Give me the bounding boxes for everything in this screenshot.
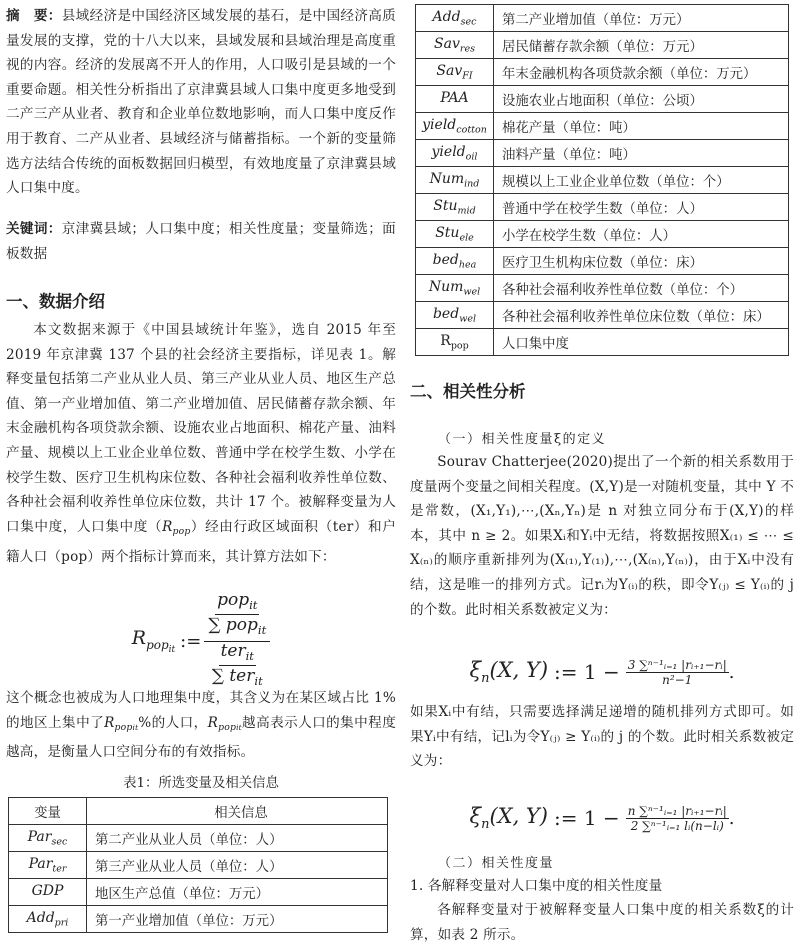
variable-info-cell: 设施农业占地面积（单位：公顷） xyxy=(494,86,789,113)
xi-fraction xyxy=(626,658,729,687)
xi-formula-no-ties xyxy=(410,644,794,700)
variable-info-cell: 第二产业从业人员（单位：人） xyxy=(87,825,388,852)
table-row xyxy=(416,86,789,113)
xi-lhs xyxy=(470,658,549,686)
variable-symbol: GDP xyxy=(31,882,64,899)
formula-pop-fraction xyxy=(206,591,268,640)
variable-cell xyxy=(416,59,494,86)
xi2-sub: n xyxy=(481,817,490,832)
pop-numerator xyxy=(215,591,259,615)
variable-subscript: ele xyxy=(459,232,474,244)
ter-den-index: it xyxy=(254,673,263,688)
xi2-fraction xyxy=(626,804,729,833)
pop-num-index: it xyxy=(249,598,258,613)
variable-cell xyxy=(416,5,494,32)
variable-subscript: res xyxy=(459,43,475,55)
xi-period: . xyxy=(728,661,735,683)
table1-caption: 表1：所选变量及相关信息 xyxy=(123,776,279,791)
variable-info-cell: 小学在校学生数（单位：人） xyxy=(494,221,789,248)
table-row xyxy=(416,32,789,59)
formula-assign: := xyxy=(180,630,202,652)
data-intro-paragraph xyxy=(6,318,396,569)
ter-num-index: it xyxy=(245,648,254,663)
table-row xyxy=(416,167,789,194)
abstract-text: 县域经济是中国经济区域发展的基石，是中国经济高质量发展的支撑，党的十八大以来，县域发展和县域治理是高度重视的内容。经济的发展离不开人的作用，人口吸引是县域的一个重要命题。相关性分析指出了京津冀县域人口集中度更多地受到二产三产从业者、教育和企业单位数地影响，而人口集中度反作用于教育、二产从业者、县域经济与储蓄指标。一个新的变量筛选方法结合传统的面板数据回归模型，有效地度量了京津冀县域人口集中度。 xyxy=(6,8,396,197)
rpop-it-inline-2 xyxy=(208,715,242,731)
variable-info-cell: 医疗卫生机构床位数（单位：床） xyxy=(494,248,789,275)
xi-sub: n xyxy=(481,671,490,686)
formula-lhs-sub xyxy=(146,638,176,655)
formula-ter-fraction xyxy=(210,642,265,691)
xi-denominator: n²−1 xyxy=(662,672,693,687)
table-row xyxy=(416,113,789,140)
rpop-sub: pop xyxy=(172,525,191,537)
rpop-it-base-1: R xyxy=(104,714,115,731)
xi2-rhs: := 1 − xyxy=(554,806,620,830)
variable-cell xyxy=(9,906,87,933)
variable-cell xyxy=(416,275,494,302)
table1-right-part xyxy=(415,4,789,356)
variable-info-cell: 规模以上工业企业单位数（单位：个） xyxy=(494,167,789,194)
variable-symbol: R xyxy=(440,332,451,349)
variable-cell xyxy=(9,825,87,852)
rpop-it-sub-text-2: pop xyxy=(218,721,237,733)
table2-intro-paragraph: 各解释变量对于被解释变量人口集中度的相关系数ξ的计算，如表 2 所示。 xyxy=(410,902,794,943)
variable-subscript: wel xyxy=(459,313,477,325)
rpop-formula xyxy=(6,590,396,688)
data-intro-text-end: ）经由行政区域面积（ter）和户籍人口（pop）两个指标计算而来，其计算方法如下： xyxy=(6,518,396,565)
concept-paragraph xyxy=(6,686,396,765)
variable-cell xyxy=(416,302,494,329)
variable-cell xyxy=(416,329,494,356)
table-row xyxy=(416,275,789,302)
xi-symbol: ξ xyxy=(469,658,482,682)
variable-subscript: oil xyxy=(465,151,478,163)
variable-subscript: hea xyxy=(458,259,477,271)
rpop-it-sub-text-1: pop xyxy=(114,721,133,733)
formula-main-numerator xyxy=(204,591,270,641)
pop-denominator xyxy=(206,615,268,640)
formula-lhs-subsub: it xyxy=(168,645,176,655)
header-info: 相关信息 xyxy=(87,798,388,825)
variable-symbol: PAA xyxy=(440,89,469,106)
xi-numerator: 3 ∑ⁿ⁻¹ᵢ₌₁ |rᵢ₊₁−rᵢ| xyxy=(627,657,727,672)
formula-main-denominator xyxy=(208,642,267,691)
variable-info-cell: 居民储蓄存款余额（单位：万元） xyxy=(494,32,789,59)
variable-subscript: FI xyxy=(462,70,473,82)
variable-info-cell: 各种社会福利收养性单位数（单位：个） xyxy=(494,275,789,302)
keywords-text: 京津冀县域；人口集中度；相关性度量；变量筛选；面板数据 xyxy=(6,221,396,262)
formula-lhs xyxy=(132,627,175,655)
rpop-it-base-2: R xyxy=(207,714,219,731)
table-row xyxy=(9,879,388,906)
variable-subscript: pop xyxy=(450,340,469,352)
concept-text-c: 越高表示人口的集中程度越高，是衡量人口空间分布的有效指标。 xyxy=(6,714,396,761)
variable-symbol: Stu xyxy=(433,197,458,214)
variable-symbol: yield xyxy=(422,116,457,133)
ter-den-text: ∑ ter xyxy=(211,665,255,686)
variable-subscript: wel xyxy=(463,286,481,298)
table-row xyxy=(9,906,388,933)
rpop-it-sub-1 xyxy=(115,722,139,733)
variable-symbol: Par xyxy=(28,855,53,872)
xi-args: (X, Y) xyxy=(489,658,549,682)
variable-symbol: Sav xyxy=(434,35,460,52)
xi-formula-ties xyxy=(410,790,794,846)
variable-subscript: cotton xyxy=(456,124,487,136)
variable-cell xyxy=(416,167,494,194)
rpop-it-index-1: it xyxy=(132,722,139,732)
data-intro-text: 本文数据来源于《中国县域统计年鉴》，选自 2015 年至 2019 年京津冀 137 个县的社会经济主要指标，详见表 1。解释变量包括第二产业从业人员、第三产业从业人员、地区生产总值、第一产业增加值、第二产业增加值、居民储蓄存款余额、年末金融机构各项贷款余额、设施农业占地面积、棉花产量、油料产量、规模以上工业企业单位数、普通中学在校学生数、小学在校学生数、医疗卫生机构床位数、各种社会福利收养性单位数、各种社会福利收养性单位床位数，共计 17 个。被解释变量为人口集中度，人口集中度（ xyxy=(6,322,396,535)
variable-info-cell: 第一产业增加值（单位：万元） xyxy=(87,906,388,933)
subsection-correlation-measure: （二）相关性度量 xyxy=(438,856,555,871)
xi2-symbol: ξ xyxy=(469,804,482,828)
section-title-correlation: 二、相关性分析 xyxy=(410,382,526,401)
variable-symbol: Num xyxy=(429,170,465,187)
table-row xyxy=(416,140,789,167)
variable-symbol: Stu xyxy=(435,224,460,241)
variable-info-cell: 第二产业增加值（单位：万元） xyxy=(494,5,789,32)
variable-info-cell: 油料产量（单位：吨） xyxy=(494,140,789,167)
section-title-data-intro: 一、数据介绍 xyxy=(6,292,105,311)
item-1-heading: 1. 各解释变量对人口集中度的相关性度量 xyxy=(410,878,663,894)
variable-subscript: pri xyxy=(54,917,69,929)
variable-info-cell: 人口集中度 xyxy=(494,329,789,356)
variable-cell xyxy=(416,221,494,248)
variable-cell xyxy=(416,32,494,59)
variable-cell xyxy=(416,194,494,221)
variable-cell xyxy=(416,113,494,140)
ter-num-text: ter xyxy=(220,640,246,661)
variable-cell xyxy=(416,248,494,275)
xi2-numerator: n ∑ⁿ⁻¹ᵢ₌₁ |rᵢ₊₁−rᵢ| xyxy=(627,803,727,818)
table-header-row xyxy=(9,798,388,825)
variable-symbol: Add xyxy=(26,909,55,926)
variable-cell xyxy=(416,140,494,167)
variable-subscript: ter xyxy=(52,863,67,875)
abstract xyxy=(6,4,396,201)
rpop-it-sub-2 xyxy=(218,722,242,733)
subsection-xi-definition: （一）相关性度量ξ的定义 xyxy=(438,432,607,447)
xi2-period: . xyxy=(728,807,735,829)
header-variable: 变量 xyxy=(9,798,87,825)
table-row xyxy=(416,5,789,32)
variable-cell xyxy=(9,879,87,906)
table-row xyxy=(416,221,789,248)
variable-info-cell: 棉花产量（单位：吨） xyxy=(494,113,789,140)
chatterjee-paragraph: Sourav Chatterjee(2020)提出了一个新的相关系数用于度量两个变量之间相关程度。(X,Y)是一对随机变量，其中 Y 不是常数，(X₁,Y₁),⋯,(Xₙ,Yₙ)是 n 对独立同分布于(X,Y)的样本，其中 n ≥ 2。如果Xᵢ和Yᵢ中无结，将数据按照X₍₁₎ ≤ ⋯ ≤ X₍ₙ₎的顺序重新排列为(X₍₁₎,Y₍₁₎),⋯,(X₍ₙ₎,Y₍ₙ₎)，由于Xᵢ中没有结，这是唯一的排列方式。记rᵢ为Y₍ᵢ₎的秩，即令Y₍ⱼ₎ ≤ Y₍ᵢ₎的 j 的个数。此时相关系数被定义为： xyxy=(410,454,794,618)
rpop-base: R xyxy=(162,518,173,535)
table-row xyxy=(416,194,789,221)
ties-paragraph: 如果Xᵢ中有结，只需要选择满足递增的随机排列方式即可。如果Yᵢ中有结，记lᵢ为令Y₍ⱼ₎ ≥ Y₍ᵢ₎的 j 的个数。此时相关系数被定义为： xyxy=(410,704,794,770)
variable-info-cell: 年末金融机构各项贷款余额（单位：万元） xyxy=(494,59,789,86)
xi2-args: (X, Y) xyxy=(489,804,548,828)
keywords-label: 关键词： xyxy=(6,221,62,237)
table-row xyxy=(416,248,789,275)
xi2-denominator: 2 ∑ⁿ⁻¹ᵢ₌₁ lᵢ(n−lᵢ) xyxy=(630,818,724,833)
formula-lhs-sub-text: pop xyxy=(146,638,169,652)
xi2-lhs xyxy=(469,804,548,832)
concept-text-a: 这个概念也被成为人口地理集中度，其含义为在某区域占比 1%的地区上集中了 xyxy=(6,690,396,731)
variable-symbol: bed xyxy=(432,305,460,322)
keywords xyxy=(6,217,396,266)
rpop-it-index-2: it xyxy=(236,722,242,732)
variable-symbol: Par xyxy=(27,828,52,845)
variable-subscript: ind xyxy=(464,178,480,190)
variable-symbol: yield xyxy=(431,143,466,160)
table1-left-part xyxy=(8,797,388,933)
pop-num-text: pop xyxy=(217,590,250,611)
table-row xyxy=(9,825,388,852)
variable-subscript: sec xyxy=(460,16,477,28)
variable-symbol: bed xyxy=(432,251,459,268)
variable-subscript: mid xyxy=(457,205,476,217)
variable-info-cell: 地区生产总值（单位：万元） xyxy=(87,879,388,906)
variable-cell xyxy=(416,86,494,113)
pop-den-text: ∑ pop xyxy=(208,615,258,636)
variable-subscript: sec xyxy=(51,836,68,848)
variable-symbol: Num xyxy=(428,278,464,295)
ter-numerator xyxy=(219,642,256,666)
variable-info-cell: 普通中学在校学生数（单位：人） xyxy=(494,194,789,221)
table-row xyxy=(9,852,388,879)
variable-info-cell: 第三产业从业人员（单位：人） xyxy=(87,852,388,879)
variable-cell xyxy=(9,852,87,879)
table-row xyxy=(416,329,789,356)
formula-lhs-base: R xyxy=(131,627,147,649)
xi-rhs: := 1 − xyxy=(554,660,620,684)
table-row xyxy=(416,59,789,86)
abstract-label: 摘 要： xyxy=(6,8,62,24)
variable-symbol: Sav xyxy=(436,62,463,79)
variable-info-cell: 各种社会福利收养性单位床位数（单位：床） xyxy=(494,302,789,329)
concept-text-b: %的人口， xyxy=(138,714,208,731)
formula-main-fraction xyxy=(204,591,270,690)
pop-den-index: it xyxy=(257,623,267,638)
variable-symbol: Add xyxy=(432,8,461,25)
rpop-symbol xyxy=(162,519,190,535)
table-row xyxy=(416,302,789,329)
rpop-it-inline-1 xyxy=(104,715,138,731)
